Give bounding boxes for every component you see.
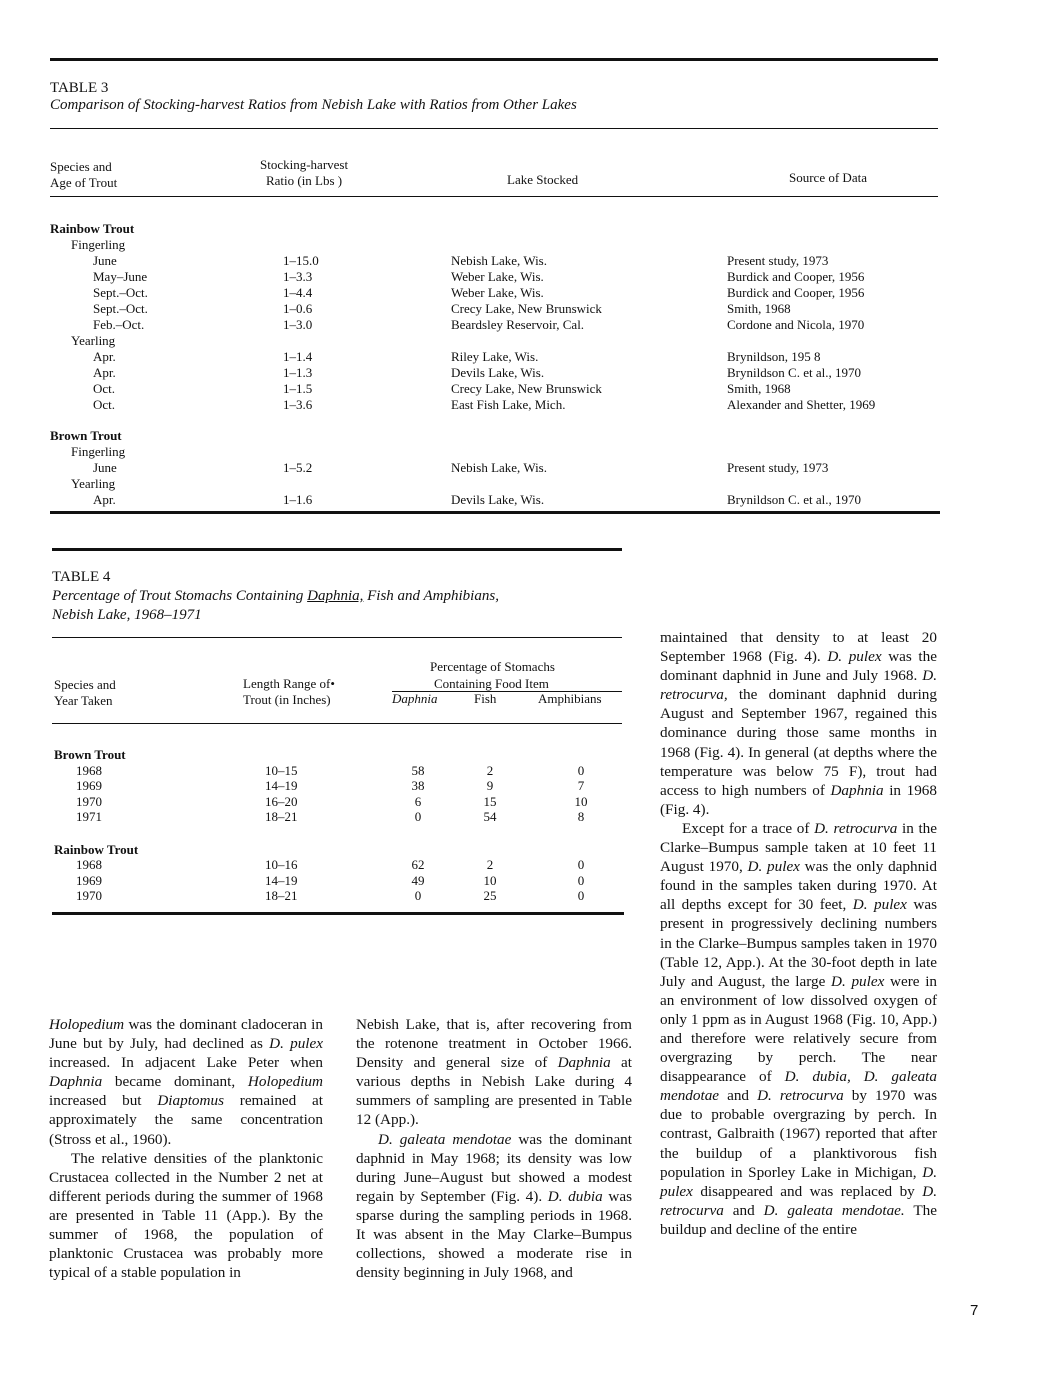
table3-row-label: Apr. <box>93 365 116 380</box>
table3-cell-lake: Weber Lake, Wis. <box>451 285 544 300</box>
table4-row-year: 1969 <box>76 873 102 888</box>
table4-group-label: Rainbow Trout <box>54 842 139 857</box>
table4-cell-fish: 25 <box>483 888 497 903</box>
table4-header-daphnia: Daphnia <box>392 691 438 706</box>
table3-cell-ratio: 1–3.3 <box>283 269 313 284</box>
table3-header-species: Species and Age of Trout <box>50 159 118 190</box>
table4-cell-daphnia: 6 <box>414 794 422 809</box>
table3-row-label: Yearling <box>71 333 116 348</box>
table4-cell-fish: 54 <box>483 809 497 824</box>
paragraph: maintained that density to at least 20 September 1968 (Fig. 4). D. pulex was the dominant daphnid in June and July 1968. D. retrocurva, the dominant daphnid during August and September 1967, regained this dominance during those same months in 1968 (Fig. 4). In general (at depths where the temperature was below 75 F), trout had access to high numbers of Daphnia in 1968 (Fig. 4). <box>660 629 937 818</box>
table3-cell-ratio: 1–1.4 <box>283 349 313 364</box>
table4-cell-length: 18–21 <box>265 888 298 903</box>
table4-row-year: 1968 <box>76 857 102 872</box>
table4-cell-length: 14–19 <box>265 778 298 793</box>
table3-cell-source: Smith, 1968 <box>727 381 791 396</box>
table3-cell-ratio: 1–15.0 <box>283 253 319 268</box>
page-number: 7 <box>970 1302 979 1319</box>
table4-cell-fish: 9 <box>486 778 494 793</box>
table3-cell-source: Brynildson C. et al., 1970 <box>727 365 861 380</box>
table3-cell-ratio: 1–0.6 <box>283 301 313 316</box>
table3-header-ratio: Stocking-harvest Ratio (in Lbs ) <box>260 157 349 188</box>
table4-cell-length: 14–19 <box>265 873 298 888</box>
table3-group-label: Brown Trout <box>50 428 122 443</box>
table4-cell-fish: 2 <box>486 857 494 872</box>
table3-cell-ratio: 1–1.3 <box>283 365 313 380</box>
table4-cell-amphibians: 7 <box>577 778 585 793</box>
table4-cell-amphibians: 0 <box>577 888 585 903</box>
table4-cell-amphibians: 10 <box>574 794 588 809</box>
table3-cell-ratio: 1–1.6 <box>283 492 313 507</box>
table3-cell-lake: Riley Lake, Wis. <box>451 349 539 364</box>
table3-row-label: Yearling <box>71 476 116 491</box>
table3-cell-source: Cordone and Nicola, 1970 <box>727 317 865 332</box>
table4-row-year: 1969 <box>76 778 102 793</box>
table3-cell-source: Present study, 1973 <box>727 460 829 475</box>
table3-bottom-rule <box>50 511 940 514</box>
table3-row-label: Oct. <box>93 381 116 396</box>
table4-cell-daphnia: 58 <box>411 763 425 778</box>
table3-row-label: Sept.–Oct. <box>93 285 148 300</box>
table3-cell-lake: Devils Lake, Wis. <box>451 492 545 507</box>
table3-cell-lake: Nebish Lake, Wis. <box>451 460 547 475</box>
table3-cell-ratio: 1–4.4 <box>283 285 313 300</box>
table3-cell-source: Brynildson, 195 8 <box>727 349 821 364</box>
table4-cell-daphnia: 38 <box>411 778 425 793</box>
table3-cell-source: Burdick and Cooper, 1956 <box>727 269 865 284</box>
table4-cell-fish: 10 <box>483 873 497 888</box>
table3-cell-source: Smith, 1968 <box>727 301 791 316</box>
table3-cell-lake: Crecy Lake, New Brunswick <box>451 381 602 396</box>
table3-row-label: May–June <box>93 269 148 284</box>
table4-caption: Percentage of Trout Stomachs Containing Daphnia, Fish and Amphibians, Nebish Lake, 1968–1971 <box>52 588 499 623</box>
table4-header-length: Length Range of• Trout (in Inches) <box>243 676 335 707</box>
table3-cell-lake: Weber Lake, Wis. <box>451 269 544 284</box>
table4-title: TABLE 4 <box>52 569 111 585</box>
table4-cell-daphnia: 62 <box>411 857 425 872</box>
table3-caption: Comparison of Stocking-harvest Ratios from Nebish Lake with Ratios from Other Lakes <box>50 97 577 113</box>
table3-header-source: Source of Data <box>789 170 867 185</box>
table4-cell-daphnia: 49 <box>411 873 425 888</box>
table3-row-label: Oct. <box>93 397 116 412</box>
table3-header-rule <box>50 196 938 197</box>
table3-top-rule <box>50 58 938 61</box>
paragraph: D. galeata mendotae was the dominant daphnid in May 1968; its density was low during June–August but showed a modest regain by September (Fig. 4). D. dubia was sparse during the sampling periods in 1968. It was absent in the May Clarke–Bumpus collections, showed a moderate rise in density beginning in July 1968, and <box>356 1130 632 1282</box>
table3-cell-ratio: 1–5.2 <box>283 460 313 475</box>
table4-header-fish: Fish <box>474 691 497 706</box>
table3-cell-lake: Crecy Lake, New Brunswick <box>451 301 602 316</box>
table3-row-label: Feb.–Oct. <box>93 317 145 332</box>
table3-cell-ratio: 1–3.6 <box>283 397 313 412</box>
table4-group-label: Brown Trout <box>54 747 126 762</box>
text-column-2 <box>356 1015 632 1282</box>
table3-row-label: June <box>93 460 117 475</box>
table3-row-label: Apr. <box>93 349 116 364</box>
table4-cell-length: 18–21 <box>265 809 298 824</box>
table3-title: TABLE 3 <box>50 80 109 96</box>
table4-header-species: Species and Year Taken <box>54 677 116 708</box>
text-column-1 <box>49 1015 323 1282</box>
table3-caption-rule <box>50 128 938 129</box>
table4-row-year: 1970 <box>76 888 102 903</box>
table4-bottom-rule <box>52 912 624 915</box>
paragraph: The relative densities of the planktonic Crustacea collected in the Number 2 net at different periods during the summer of 1968 are presented in Table 11 (App.). By the summer of 1968, the population of planktonic Crustacea was probably more typical of a stable population in <box>49 1149 323 1282</box>
paragraph: Nebish Lake, that is, after recovering from the rotenone treatment in October 1966. Density and general size of Daphnia at various depths in Nebish Lake during 4 summers of sampling are presented in Table 12 (App.). <box>356 1016 633 1129</box>
table4-cell-amphibians: 0 <box>577 857 585 872</box>
table4-header-amphibians: Amphibians <box>538 691 602 706</box>
table3-row-label: Fingerling <box>71 444 126 459</box>
table3-row-label: Fingerling <box>71 237 126 252</box>
table4-cell-fish: 2 <box>486 763 494 778</box>
table3-cell-source: Alexander and Shetter, 1969 <box>727 397 876 412</box>
table4-row-year: 1968 <box>76 763 102 778</box>
table4-cell-daphnia: 0 <box>414 809 422 824</box>
table4-header-pct-l2: Containing Food Item <box>434 676 549 691</box>
table3-header-lake: Lake Stocked <box>507 172 579 187</box>
table3-cell-source: Brynildson C. et al., 1970 <box>727 492 861 507</box>
table4-cell-length: 10–16 <box>265 857 298 872</box>
text-column-3 <box>660 628 937 1239</box>
table4-cell-amphibians: 0 <box>577 763 585 778</box>
table3-row-label: June <box>93 253 117 268</box>
table4-cell-daphnia: 0 <box>414 888 422 903</box>
table4-cell-amphibians: 8 <box>577 809 585 824</box>
table4-header-rule <box>52 723 622 724</box>
paragraph: Except for a trace of D. retrocurva in the Clarke–Bumpus sample taken at 10 feet 11 August 1970, D. pulex was the only daphnid found in the samples taken during 1970. At all depths except for 30 feet, D. pulex was present in progressively declining numbers in the Clarke–Bumpus samples taken in 1970 (Table 12, App.). At the 30-foot depth in late July and August, the large D. pulex were in an environment of low dissolved oxygen of only 1 ppm as in August 1968 (Fig. 10, App.) and therefore were relatively secure from overgrazing by perch. The near disappearance of D. dubia, D. galeata mendotae and D. retrocurva by 1970 was due to probable overgrazing by perch. In contrast, Galbraith (1967) reported that after the buildup of a planktivorous fish population in Sporley Lake in Michigan, D. pulex disappeared and was replaced by D. retrocurva and D. galeata mendotae. The buildup and decline of the entire <box>660 819 938 1238</box>
table3-cell-source: Burdick and Cooper, 1956 <box>727 285 865 300</box>
table4-row-year: 1971 <box>76 809 102 824</box>
table4-cell-fish: 15 <box>483 794 497 809</box>
table4-caption-rule <box>52 637 622 638</box>
table3-cell-lake: Devils Lake, Wis. <box>451 365 545 380</box>
table3-group-label: Rainbow Trout <box>50 221 135 236</box>
table3-row-label: Sept.–Oct. <box>93 301 148 316</box>
table3-cell-source: Present study, 1973 <box>727 253 829 268</box>
table3-row-label: Apr. <box>93 492 116 507</box>
table4-header-pct-l1: Percentage of Stomachs <box>430 659 555 674</box>
table4-cell-amphibians: 0 <box>577 873 585 888</box>
table4-top-rule <box>52 548 622 551</box>
table3-cell-lake: East Fish Lake, Mich. <box>451 397 566 412</box>
table3-cell-ratio: 1–3.0 <box>283 317 313 332</box>
table4-cell-length: 10–15 <box>265 763 298 778</box>
table3-cell-lake: Beardsley Reservoir, Cal. <box>451 317 585 332</box>
table3-cell-lake: Nebish Lake, Wis. <box>451 253 547 268</box>
table4-cell-length: 16–20 <box>265 794 298 809</box>
paragraph: Holopedium was the dominant cladoceran in June but by July, had declined as D. pulex increased. In adjacent Lake Peter when Daphnia became dominant, Holopedium increased but Diaptomus remained at approximately the same concentration (Stross et al., 1960). <box>49 1016 324 1148</box>
table3-cell-ratio: 1–1.5 <box>283 381 313 396</box>
table4-row-year: 1970 <box>76 794 102 809</box>
